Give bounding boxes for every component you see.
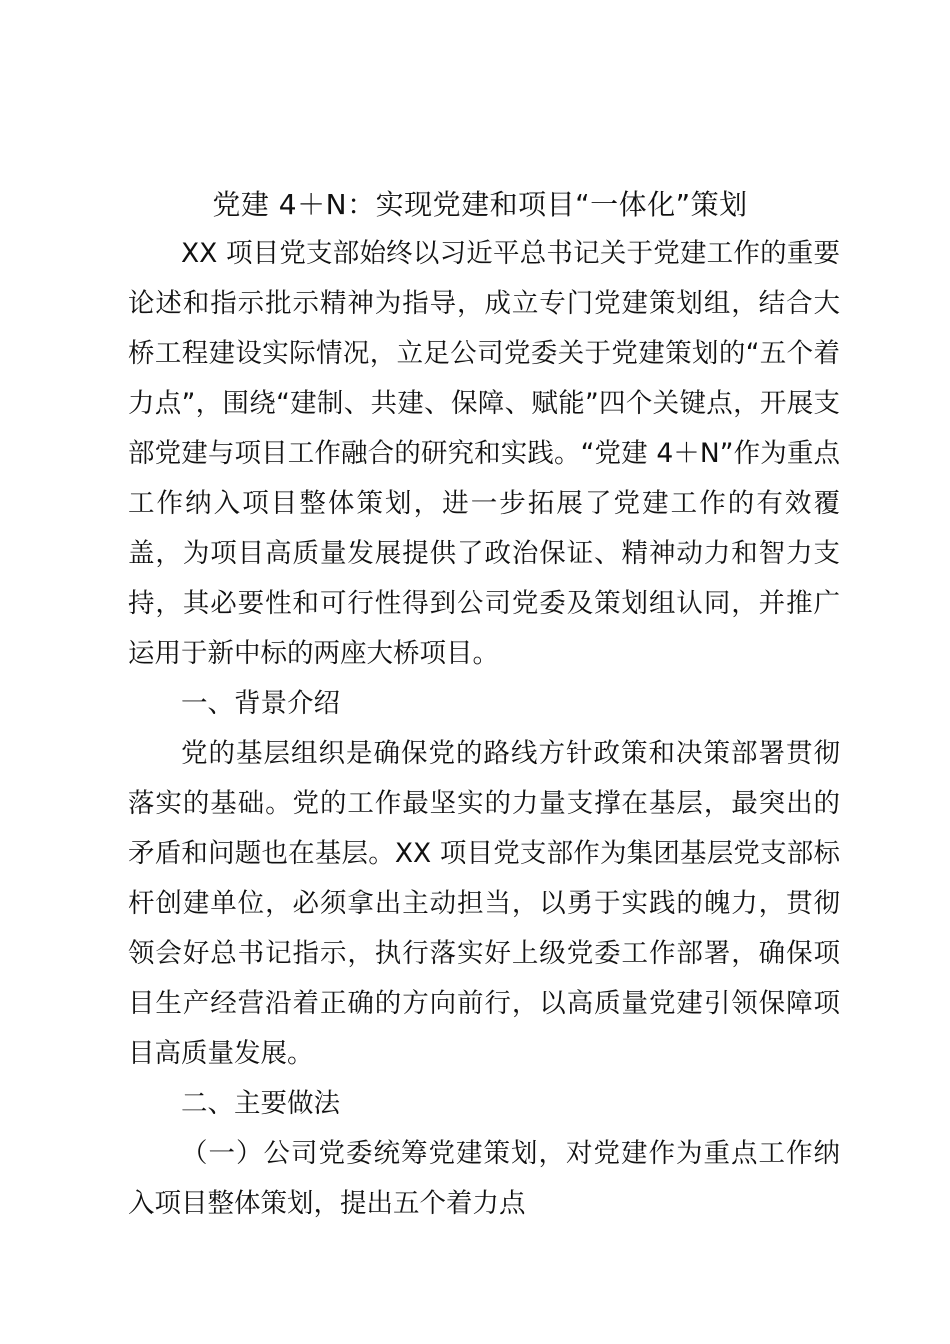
section-heading-background: 一、背景介绍 [181, 688, 340, 719]
subsection-heading-1: （一）公司党委统筹党建策划，对党建作为重点工作纳入项目整体策划，提出五个着力点 [128, 1138, 840, 1219]
intro-paragraph: XX 项目党支部始终以习近平总书记关于党建工作的重要论述和指示批示精神为指导，成立专门党建策划组，结合大桥工程建设实际情况，立足公司党委关于党建策划的“五个着力点”，围绕“建制、共建、保障、赋能”四个关键点，开展支部党建与项目工作融合的研究和实践。“党建 4＋N”作为重点工作纳入项目整体策划，进一步拓展了党建工作的有效覆盖，为项目高质量发展提供了政治保证、精神动力和智力支持，其必要性和可行性得到公司党委及策划组认同，并推广运用于新中标的两座大桥项目。 [128, 238, 840, 669]
background-paragraph: 党的基层组织是确保党的路线方针政策和决策部署贯彻落实的基础。党的工作最坚实的力量支撑在基层，最突出的矛盾和问题也在基层。XX 项目党支部作为集团基层党支部标杆创建单位，必须拿出主动担当，以勇于实践的魄力，贯彻领会好总书记指示，执行落实好上级党委工作部署，确保项目生产经营沿着正确的方向前行，以高质量党建引领保障项目高质量发展。 [128, 738, 840, 1069]
document-body [128, 229, 840, 1229]
document-title: 党建 4＋N：实现党建和项目“一体化”策划 [212, 188, 748, 221]
section-heading-main-practices: 二、主要做法 [181, 1088, 340, 1119]
